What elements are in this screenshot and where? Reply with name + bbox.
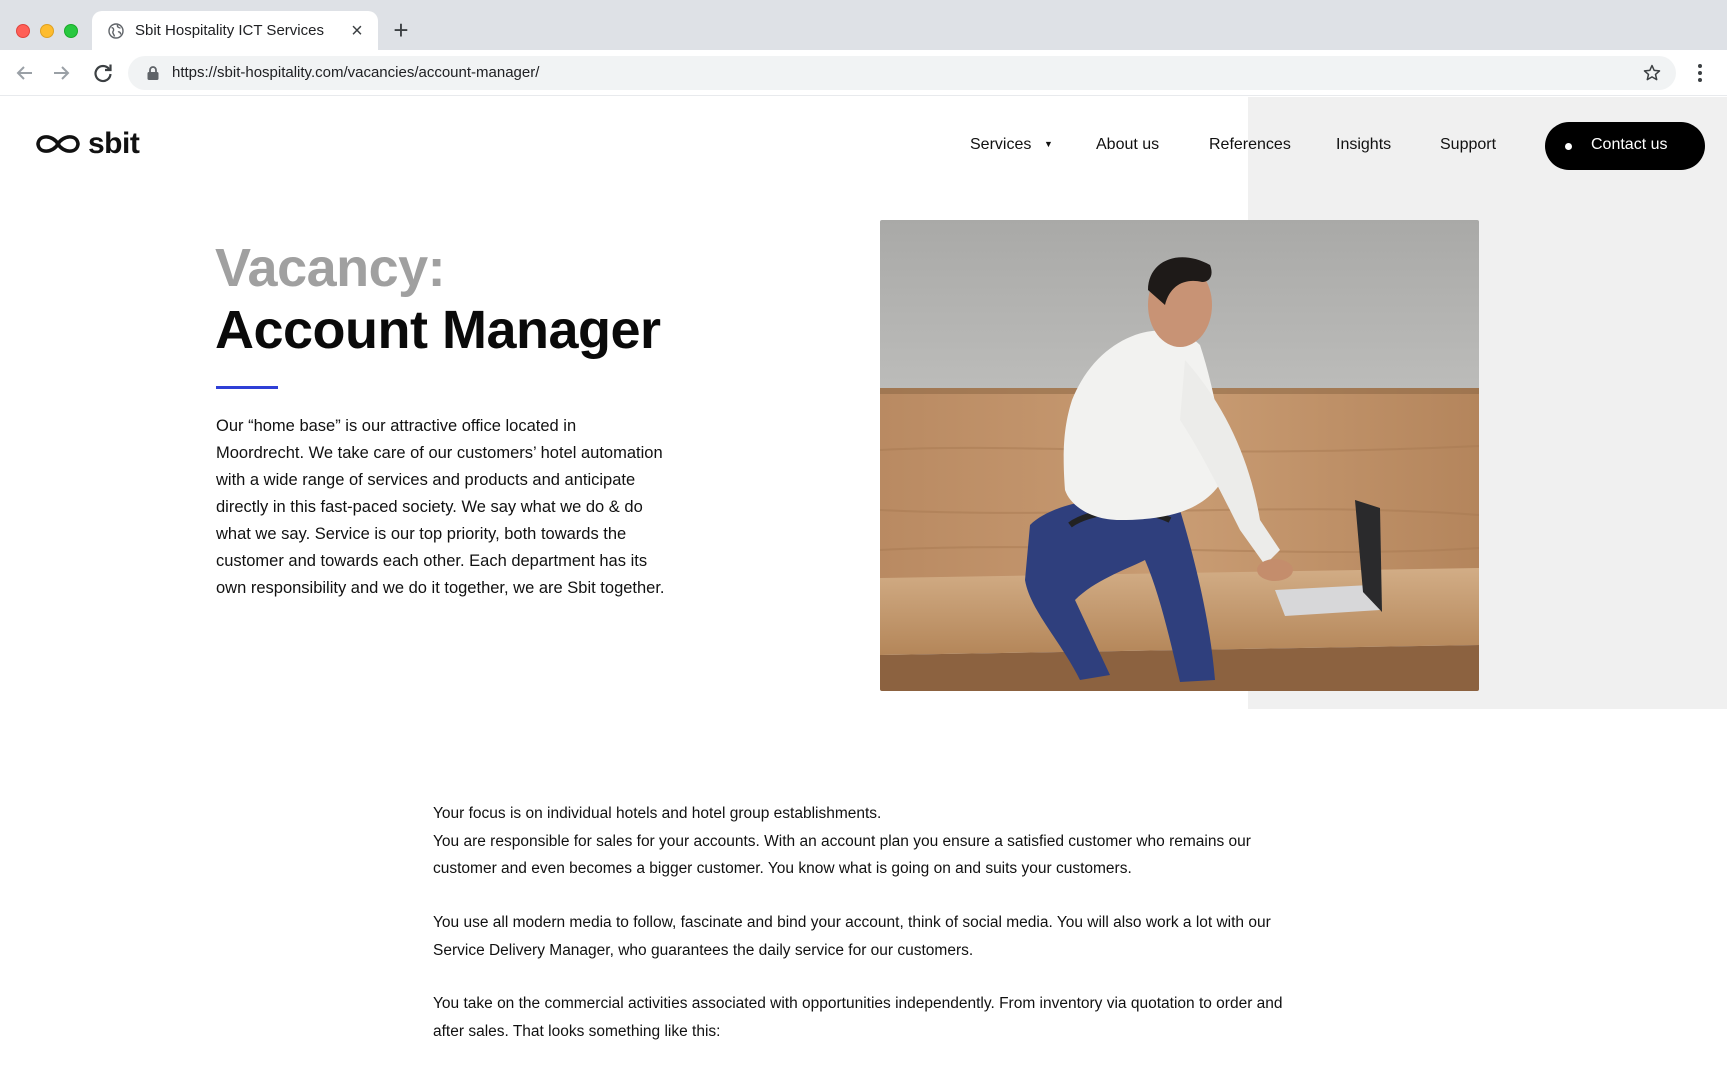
tab-title: Sbit Hospitality ICT Services <box>135 22 324 39</box>
sbit-logo-icon <box>34 129 82 159</box>
globe-icon <box>108 23 124 39</box>
url-text[interactable]: https://sbit-hospitality.com/vacancies/account-manager/ <box>172 64 540 81</box>
browser-tab[interactable] <box>92 11 378 50</box>
plus-icon[interactable]: + <box>393 15 409 45</box>
browser-tabstrip <box>0 0 1727 50</box>
body-paragraph-1: Your focus is on individual hotels and hotel group establishments. You are responsible for sales for your accounts. With an account plan you ensure a satisfied customer who remains our customer and even becomes a bigger customer. You know what is going on and suits your customers. <box>433 805 1251 877</box>
nav-support[interactable]: Support <box>1440 136 1497 153</box>
body-paragraph-2: You use all modern media to follow, fascinate and bind your account, think of social media. You will also work a lot with our Service Delivery Manager, who guarantees the daily service for our customers. <box>433 914 1271 959</box>
nav-services[interactable]: Services <box>970 136 1032 153</box>
window-minimize-button[interactable] <box>40 24 54 38</box>
body-paragraph-3: You take on the commercial activities associated with opportunities independently. From inventory via quotation to order and after sales. That looks something like this: <box>433 995 1283 1040</box>
window-maximize-button[interactable] <box>64 24 78 38</box>
nav-about-us[interactable]: About us <box>1096 136 1160 153</box>
contact-us-label: Contact us <box>1591 136 1668 153</box>
window-close-button[interactable] <box>16 24 30 38</box>
vacancy-kicker: Vacancy: <box>215 238 446 298</box>
nav-references[interactable]: References <box>1209 136 1291 153</box>
address-bar[interactable] <box>128 56 1676 90</box>
nav-insights[interactable]: Insights <box>1336 136 1392 153</box>
lock-icon <box>146 65 160 81</box>
reload-icon[interactable] <box>88 58 118 88</box>
kebab-menu-icon[interactable] <box>1690 60 1710 86</box>
browser-toolbar <box>0 50 1727 96</box>
back-arrow-icon[interactable] <box>10 58 40 88</box>
dot-icon <box>1565 143 1572 150</box>
page-title: Account Manager <box>215 300 661 360</box>
accent-divider <box>216 386 278 389</box>
forward-arrow-icon[interactable] <box>46 58 76 88</box>
contact-us-button[interactable] <box>1545 122 1705 170</box>
hero-photo <box>880 220 1479 691</box>
intro-paragraph: Our “home base” is our attractive office located in Moordrecht. We take care of our customers’ hotel automation with a wide range of services and products and anticipate directly in this fast-paced society. We say what we do & do what we say. Service is our top priority, both towards the customer and towards each other. Each department has its own responsibility and we do it together, we are Sbit together. <box>216 417 665 597</box>
chevron-down-icon[interactable]: ▼ <box>1044 139 1053 149</box>
star-icon[interactable] <box>1642 63 1662 83</box>
logo-text: sbit <box>88 127 140 160</box>
close-icon[interactable]: × <box>351 20 363 42</box>
site-logo[interactable] <box>34 127 139 161</box>
web-page <box>0 97 1727 1079</box>
